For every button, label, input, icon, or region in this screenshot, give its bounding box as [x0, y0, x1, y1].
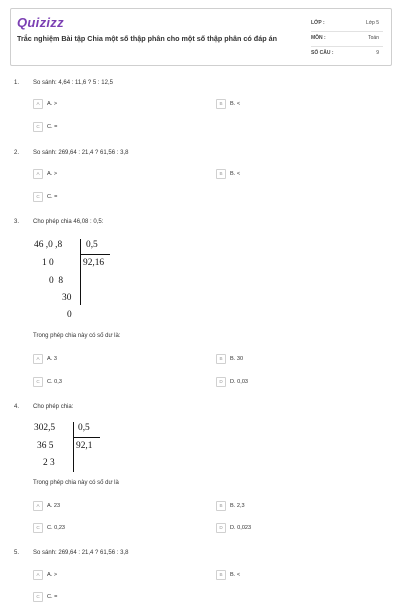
option-a[interactable]: [33, 570, 57, 580]
option-letter-box: B: [216, 99, 226, 109]
option-d[interactable]: [216, 523, 251, 533]
option-label: A. 3: [47, 356, 57, 362]
division-divisor: 0,5: [86, 240, 98, 250]
question-text: So sánh: 269,64 : 21,4 ? 61,56 : 3,8: [33, 150, 129, 156]
question-number: 2.: [14, 150, 20, 156]
option-c[interactable]: [33, 592, 57, 602]
meta-row-class: [311, 17, 383, 32]
option-c[interactable]: [33, 122, 57, 132]
question-text: Cho phép chia 46,08 : 0,5:: [33, 219, 104, 225]
division-vertical-line: [80, 239, 81, 305]
option-letter-box: A: [33, 169, 43, 179]
option-c[interactable]: [33, 192, 57, 202]
question-text: So sánh: 4,64 : 11,6 ? 5 : 12,5: [33, 80, 113, 86]
option-a[interactable]: [33, 501, 60, 511]
division-dividend: 46 ,0 ,8: [34, 240, 63, 250]
question-subtext: Trong phép chia này có số dư là: [33, 480, 119, 486]
question-text: Cho phép chia:: [33, 404, 74, 410]
question-subtext: Trong phép chia này có số dư là:: [33, 333, 121, 339]
option-letter-box: D: [216, 377, 226, 387]
quizizz-logo: Quizizz: [17, 15, 64, 30]
option-label: A. 23: [47, 503, 61, 509]
meta-value: Lớp 5: [365, 20, 379, 26]
division-step: 30: [62, 293, 72, 303]
option-label: A. >: [47, 171, 58, 177]
option-letter-box: A: [33, 99, 43, 109]
option-b[interactable]: [216, 99, 240, 109]
worksheet-header: [10, 8, 392, 66]
option-label: D. 0,03: [230, 379, 249, 385]
question-number: 4.: [14, 404, 20, 410]
option-c[interactable]: [33, 523, 65, 533]
option-label: A. >: [47, 101, 58, 107]
option-letter-box: D: [216, 523, 226, 533]
option-letter-box: C: [33, 523, 43, 533]
question-number: 1.: [14, 80, 20, 86]
option-letter-box: C: [33, 377, 43, 387]
option-letter-box: B: [216, 169, 226, 179]
division-quotient: 92,1: [76, 441, 93, 451]
meta-value: 9: [376, 50, 379, 56]
meta-value: Toán: [368, 35, 379, 41]
option-b[interactable]: [216, 169, 240, 179]
option-d[interactable]: [216, 377, 248, 387]
question-number: 3.: [14, 219, 20, 225]
question-number: 5.: [14, 550, 20, 556]
option-label: B. <: [230, 572, 241, 578]
division-vertical-line: [73, 422, 74, 472]
option-letter-box: A: [33, 501, 43, 511]
option-label: C. =: [47, 124, 58, 130]
option-label: B. <: [230, 101, 241, 107]
meta-key: SỐ CÂU :: [311, 50, 334, 56]
option-letter-box: A: [33, 354, 43, 364]
option-letter-box: C: [33, 192, 43, 202]
division-divisor: 0,5: [78, 423, 90, 433]
option-letter-box: C: [33, 122, 43, 132]
division-step: 36 5: [37, 441, 54, 451]
division-step: 2 3: [43, 458, 55, 468]
option-b[interactable]: [216, 501, 245, 511]
division-horizontal-line: [80, 254, 110, 255]
option-letter-box: B: [216, 570, 226, 580]
division-step: 0 8: [49, 276, 64, 286]
option-a[interactable]: [33, 99, 57, 109]
option-letter-box: B: [216, 501, 226, 511]
division-quotient: 92,16: [83, 258, 105, 268]
question-text: So sánh: 269,64 : 21,4 ? 61,56 : 3,8: [33, 550, 129, 556]
division-step: 0: [67, 310, 72, 320]
division-horizontal-line: [73, 437, 100, 438]
option-label: B. 30: [230, 356, 244, 362]
worksheet-title: Trắc nghiệm Bài tập Chia một số thập phân cho một số thập phân có đáp án: [17, 34, 277, 43]
division-step: 1 0: [42, 258, 54, 268]
option-c[interactable]: [33, 377, 62, 387]
option-label: C. 0,23: [47, 525, 66, 531]
option-letter-box: C: [33, 592, 43, 602]
option-letter-box: B: [216, 354, 226, 364]
meta-key: MÔN :: [311, 35, 326, 41]
option-b[interactable]: [216, 570, 240, 580]
option-b[interactable]: [216, 354, 243, 364]
option-a[interactable]: [33, 354, 57, 364]
meta-row-subject: [311, 32, 383, 47]
option-label: C. =: [47, 194, 58, 200]
long-division: [33, 237, 123, 329]
long-division: [33, 420, 113, 476]
option-label: C. =: [47, 594, 58, 600]
option-label: C. 0,3: [47, 379, 62, 385]
worksheet-meta: [311, 17, 383, 61]
option-letter-box: A: [33, 570, 43, 580]
option-a[interactable]: [33, 169, 57, 179]
meta-row-count: [311, 47, 383, 61]
option-label: D. 0,023: [230, 525, 252, 531]
option-label: B. 2,3: [230, 503, 245, 509]
division-dividend: 302,5: [34, 423, 56, 433]
option-label: A. >: [47, 572, 58, 578]
meta-key: LỚP :: [311, 20, 325, 26]
option-label: B. <: [230, 171, 241, 177]
